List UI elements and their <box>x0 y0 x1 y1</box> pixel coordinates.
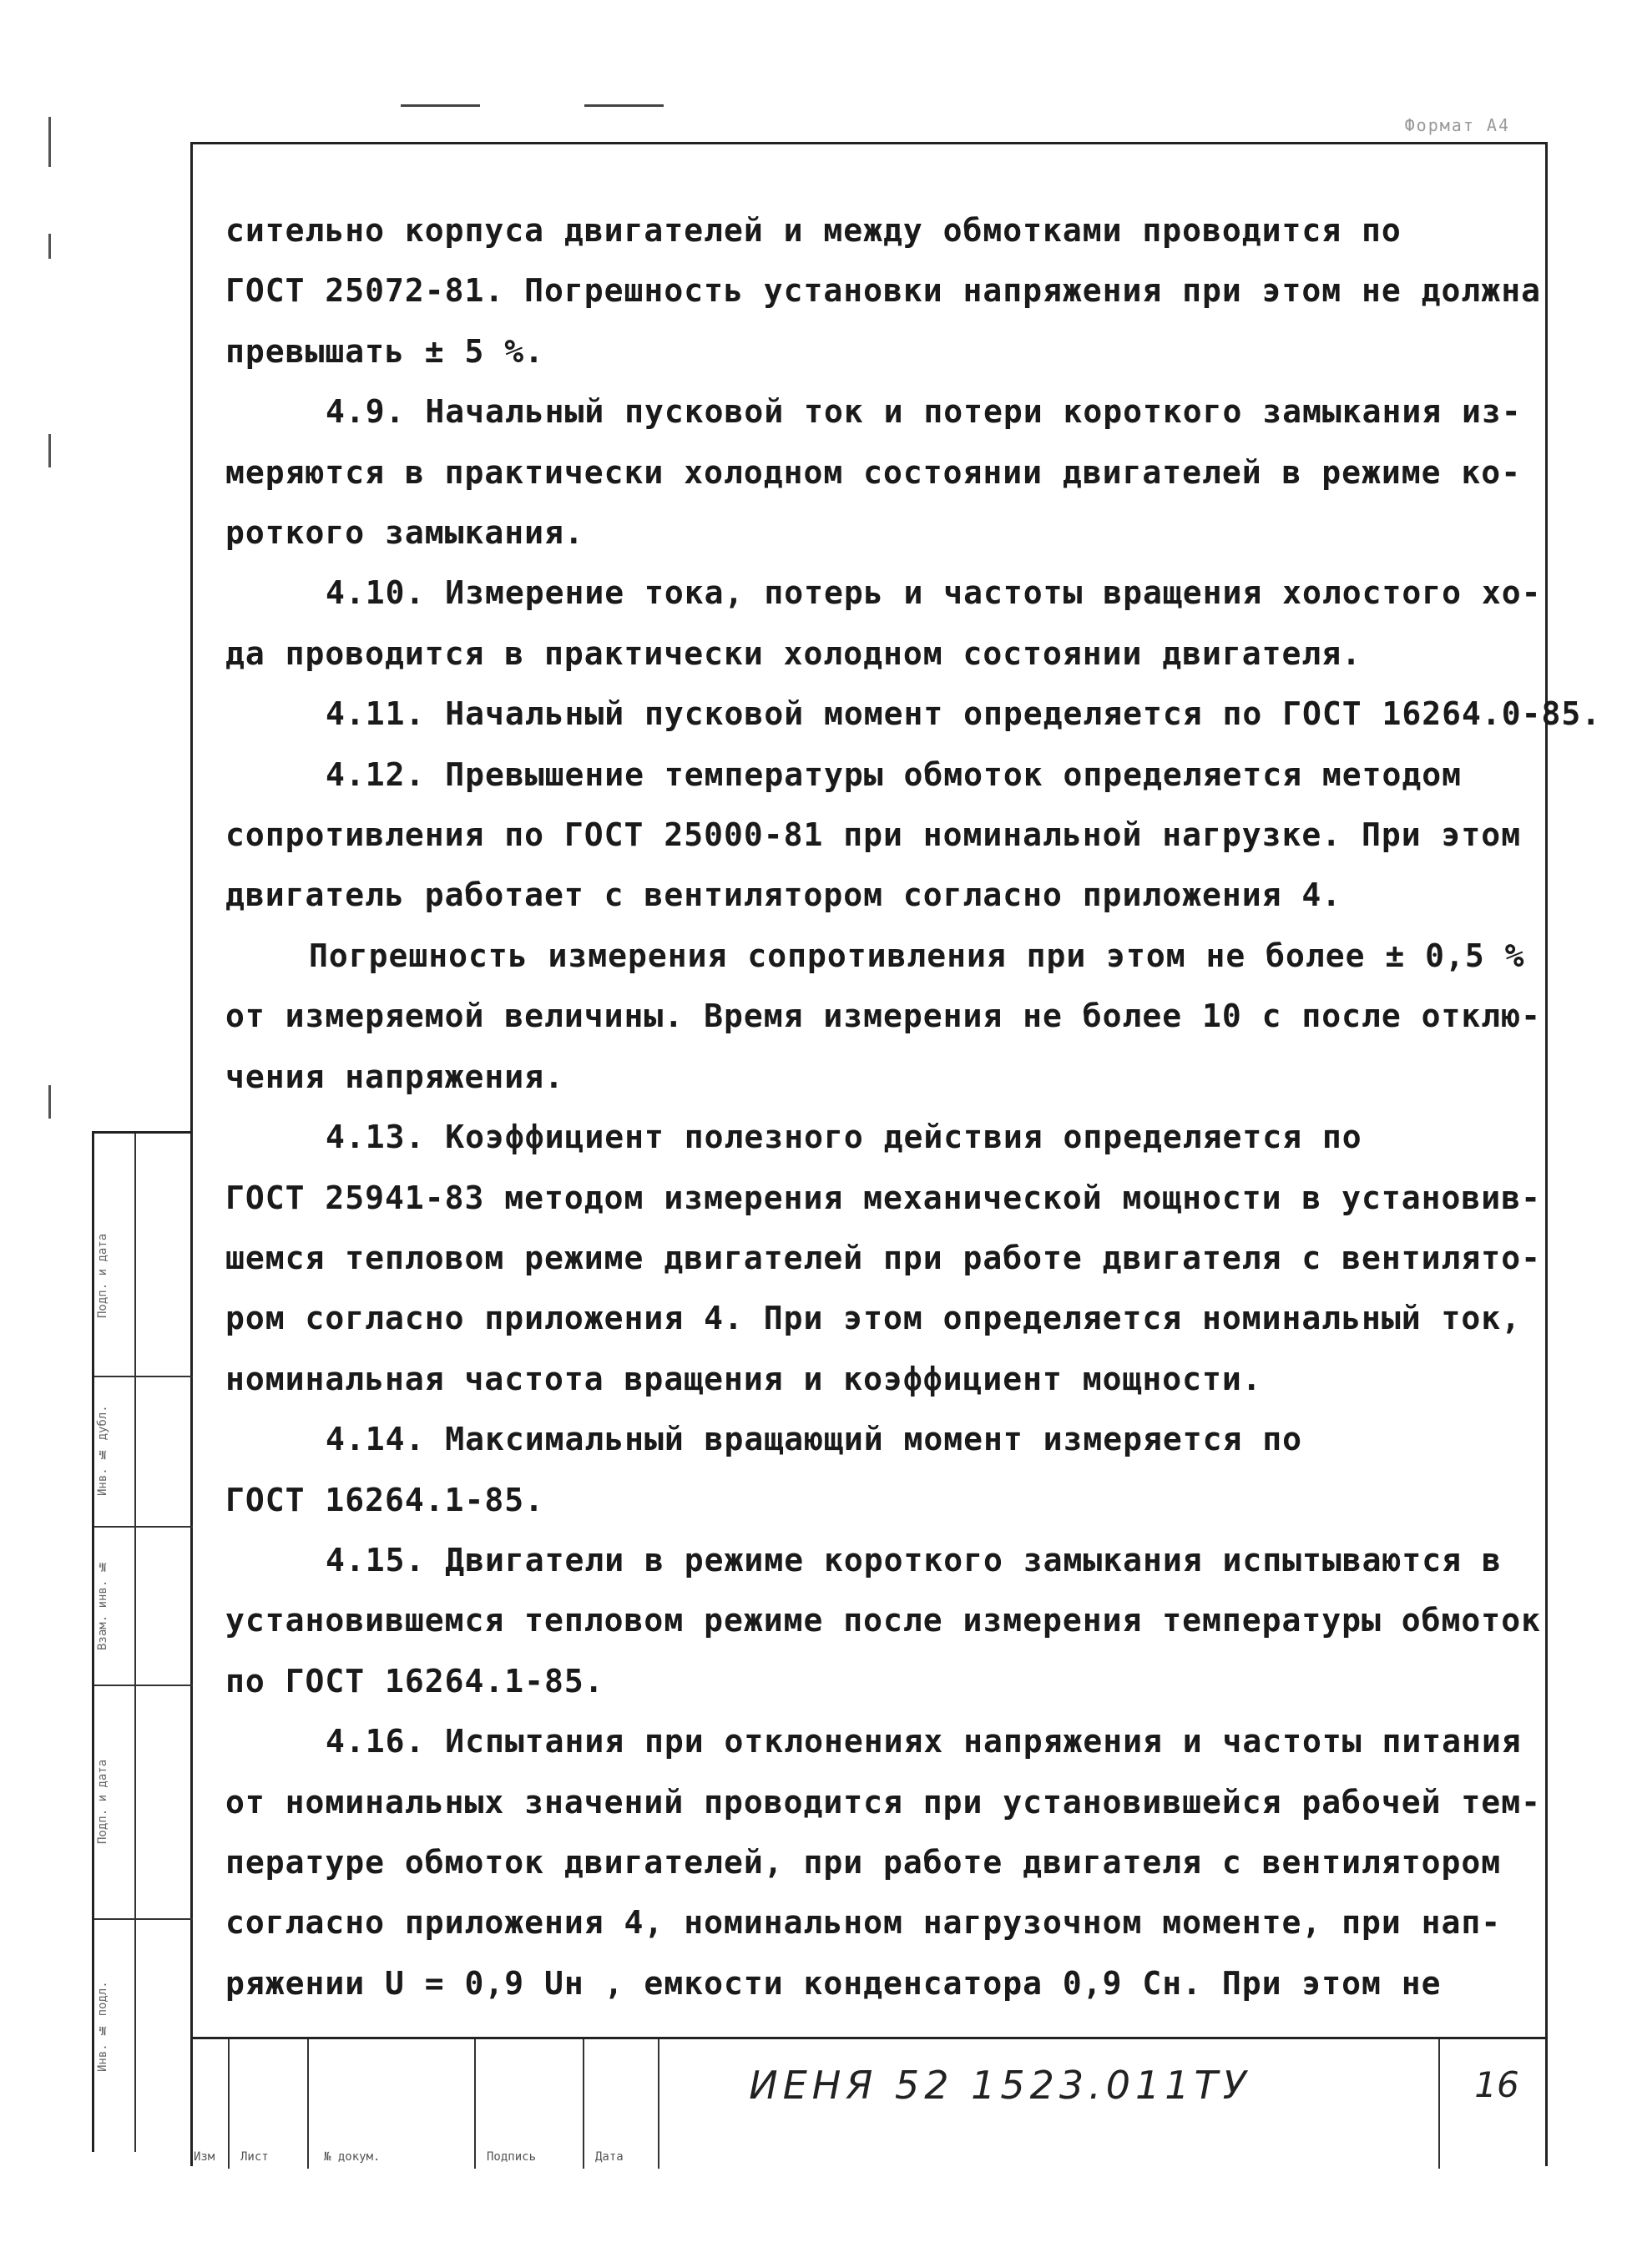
binding-label: Подп. и дата <box>96 1759 109 1844</box>
title-block-divider <box>228 2039 230 2169</box>
binding-label: Взам. инв. № <box>96 1559 109 1651</box>
edge-tick <box>48 1085 51 1119</box>
text-line: 4.16. Испытания при отклонениях напряжения и частоты питания <box>326 1723 1522 1760</box>
text-line: 4.11. Начальный пусковой момент определяется по ГОСТ 16264.0-85. <box>326 695 1602 733</box>
text-line: 4.12. Превышение температуры обмоток определяется методом <box>326 755 1463 793</box>
text-line: ряжении U = 0,9 Uн , емкости конденсатора 0,9 Сн. При этом не <box>225 1964 1442 2002</box>
binding-column-line <box>134 1134 136 2152</box>
title-block-divider <box>474 2039 476 2169</box>
text-line: ром согласно приложения 4. При этом определяется номинальный ток, <box>225 1300 1522 1337</box>
text-line: от номинальных значений проводится при установившейся рабочей тем- <box>225 1783 1541 1821</box>
binding-row-line <box>94 1526 193 1528</box>
text-line: чения напряжения. <box>225 1058 564 1095</box>
text-line: ГОСТ 16264.1-85. <box>225 1481 545 1518</box>
edge-tick <box>48 234 51 259</box>
title-block-label: Изм <box>194 2150 215 2164</box>
binding-row-line <box>94 1685 193 1686</box>
title-block-label: № докум. <box>324 2150 381 2164</box>
text-line: двигатель работает с вентилятором согласно приложения 4. <box>225 876 1342 914</box>
text-line: 4.10. Измерение тока, потерь и частоты вращения холостого хо- <box>326 574 1542 612</box>
document-body <box>225 200 1602 2013</box>
edge-tick <box>48 434 51 467</box>
text-line: номинальная частота вращения и коэффициент мощности. <box>225 1360 1262 1397</box>
sheet-number: 16 <box>1474 2064 1519 2105</box>
title-block-label: Подпись <box>487 2150 537 2164</box>
binding-label: Подп. и дата <box>96 1233 109 1318</box>
binding-label: Инв. № дубл. <box>96 1405 109 1497</box>
text-line: от измеряемой величины. Время измерения не более 10 с после отклю- <box>225 998 1541 1035</box>
text-line: 4.14. Максимальный вращающий момент измеряется по <box>326 1421 1303 1458</box>
text-line: по ГОСТ 16264.1-85. <box>225 1662 604 1700</box>
text-line: ГОСТ 25941-83 методом измерения механической мощности в установив- <box>225 1179 1541 1216</box>
binding-strip <box>92 1131 193 2152</box>
title-block-divider <box>583 2039 584 2169</box>
binding-label: Инв. № подл. <box>96 1981 109 2073</box>
text-line: меряются в практически холодном состоянии двигателей в режиме ко- <box>225 453 1522 491</box>
text-line: установившемся тепловом режиме после измерения температуры обмоток <box>225 1602 1541 1639</box>
title-block <box>190 2037 1545 2169</box>
title-block-divider <box>307 2039 309 2169</box>
top-mark <box>401 104 480 107</box>
text-line: сопротивления по ГОСТ 25000-81 при номинальной нагрузке. При этом <box>225 816 1522 854</box>
top-mark <box>584 104 664 107</box>
text-line: 4.13. Коэффициент полезного действия определяется по <box>326 1119 1362 1156</box>
edge-tick <box>48 117 51 167</box>
text-line: 4.15. Двигатели в режиме короткого замыкания испытываются в <box>326 1541 1502 1579</box>
text-line: Погрешность измерения сопротивления при этом не более ± 0,5 % <box>309 937 1525 974</box>
binding-row-line <box>94 1376 193 1377</box>
text-line: пературе обмоток двигателей, при работе двигателя с вентилятором <box>225 1843 1502 1881</box>
title-block-divider <box>1438 2039 1440 2169</box>
text-line: ГОСТ 25072-81. Погрешность установки напряжения при этом не должна <box>225 272 1541 310</box>
text-line: роткого замыкания. <box>225 514 584 552</box>
text-line: 4.9. Начальный пусковой ток и потери короткого замыкания из- <box>326 393 1522 431</box>
text-line: сительно корпуса двигателей и между обмотками проводится по <box>225 212 1402 249</box>
text-line: превышать ± 5 %. <box>225 332 545 370</box>
text-line: шемся тепловом режиме двигателей при работе двигателя с вентилято- <box>225 1239 1541 1276</box>
text-line: да проводится в практически холодном состоянии двигателя. <box>225 634 1362 672</box>
text-line: согласно приложения 4, номинальном нагрузочном моменте, при нап- <box>225 1904 1502 1942</box>
binding-row-line <box>94 1918 193 1920</box>
format-note: Формат А4 <box>1404 115 1510 135</box>
title-block-label: Лист <box>240 2150 269 2164</box>
title-block-label: Дата <box>595 2150 624 2164</box>
document-code: ИЕНЯ 52 1523.011ТУ <box>749 2063 1251 2108</box>
